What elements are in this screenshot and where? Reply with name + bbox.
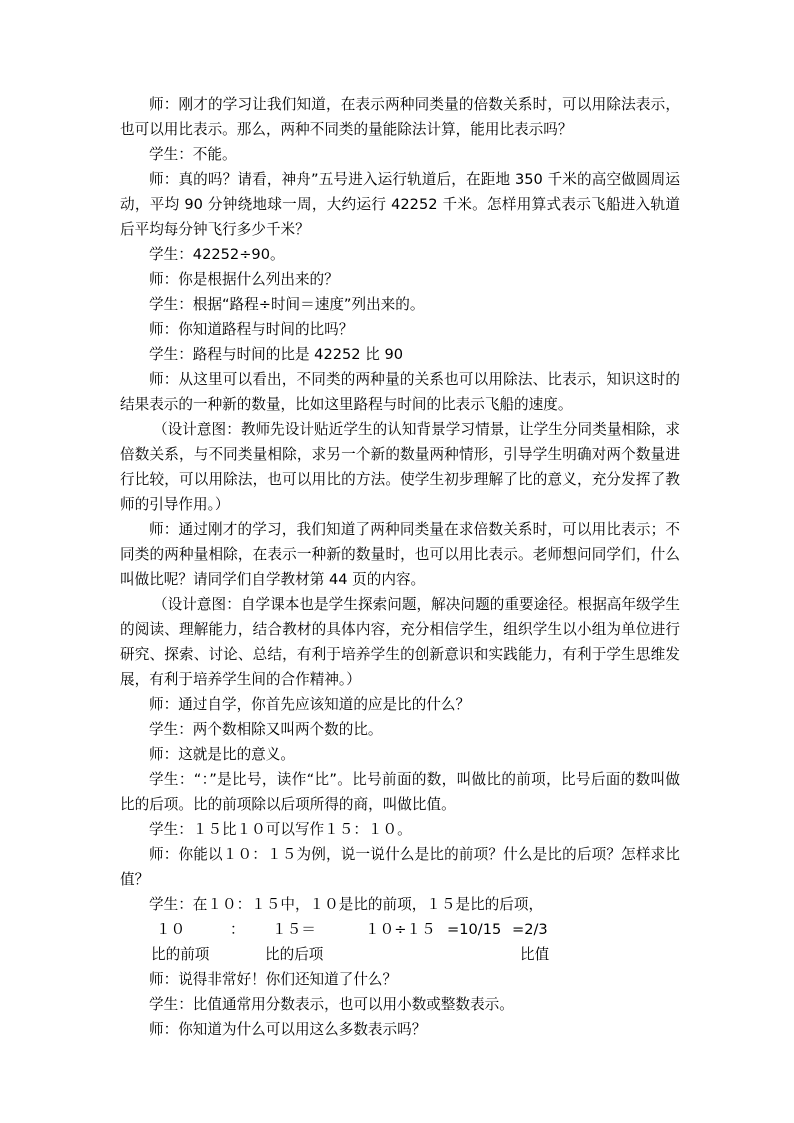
paragraph-teacher: 师：通过自学，你首先应该知道的应是比的什么？ [149,696,471,713]
paragraph-design-note: （设计意图：教师先设计贴近学生的认知背景学习情景，让学生分同类量相除，求倍数关系，与不同类量相除，求另一个新的数量两种情形，引导学生明确对两个数量进行比较，可以用除法，也可以用比的方法。使学生初步理解了比的意义，充分发挥了教师的引导作用。） [120,421,680,513]
ratio-example-labels [120,942,680,967]
ratio-simplified: =2/3 [512,921,548,938]
ratio-example-expression [120,917,680,942]
label-ratio-value: 比值 [520,946,550,963]
paragraph-student: 学生：路程与时间的比是 42252 比 90 [149,346,404,363]
paragraph-teacher: 师：从这里可以看出，不同类的两种量的关系也可以用除法、比表示，知识这时的结果表示的一种新的数量，比如这里路程与时间的比表示飞船的速度。 [120,371,680,413]
ratio-front-term: １０ [156,921,186,938]
paragraph-teacher: 师：真的吗？请看，神舟”五号进入运行轨道后，在距地 350 千米的高空做圆周运动，平均 90 分钟绕地球一周，大约运行 42252 千米。怎样用算式表示飞船进入轨道后平均每分钟飞行多少千米？ [120,171,680,238]
paragraph-teacher: 师：刚才的学习让我们知道，在表示两种同类量的倍数关系时，可以用除法表示，也可以用比表示。那么，两种不同类的量能除法计算，能用比表示吗？ [120,96,680,138]
paragraph-teacher: 师：说得非常好！你们还知道了什么？ [149,971,398,988]
paragraph-student: 学生：在１０：１５中，１０是比的前项，１５是比的后项， [149,896,544,913]
ratio-colon: ： [230,921,245,938]
label-back-term: 比的后项 [265,946,324,963]
paragraph-teacher: 师：你是根据什么列出来的？ [149,271,339,288]
paragraph-teacher: 师：你知道为什么可以用这么多数表示吗？ [149,1021,427,1038]
paragraph-student: 学生：根据“路程÷时间＝速度”列出来的。 [149,296,425,313]
paragraph-teacher: 师：你知道路程与时间的比吗？ [149,321,354,338]
paragraph-student: 学生：“：”是比号，读作“比”。比号前面的数，叫做比的前项，比号后面的数叫做比的后项。比的前项除以后项所得的商，叫做比值。 [120,771,680,813]
ratio-division: １０÷１５ [365,921,436,938]
paragraph-student: 学生：不能。 [149,146,237,163]
paragraph-student: 学生：两个数相除又叫两个数的比。 [149,721,383,738]
ratio-back-term: １５＝ [272,921,316,938]
paragraph-teacher: 师：你能以１０：１５为例，说一说什么是比的前项？什么是比的后项？怎样求比值？ [120,846,680,888]
document-body [120,92,680,1042]
ratio-fraction: =10/15 [447,921,502,938]
label-front-term: 比的前项 [151,946,210,963]
paragraph-design-note: （设计意图：自学课本也是学生探索问题，解决问题的重要途径。根据高年级学生的阅读、理解能力，结合教材的具体内容，充分相信学生，组织学生以小组为单位进行研究、探索、讨论、总结，有利于培养学生的创新意识和实践能力，有利于学生思维发展，有利于培养学生间的合作精神。） [120,596,680,688]
paragraph-teacher: 师：这就是比的意义。 [149,746,295,763]
paragraph-student: 学生：比值通常用分数表示，也可以用小数或整数表示。 [149,996,514,1013]
paragraph-teacher: 师：通过刚才的学习，我们知道了两种同类量在求倍数关系时，可以用比表示；不同类的两种量相除，在表示一种新的数量时，也可以用比表示。老师想问同学们，什么叫做比呢？请同学们自学教材第 44 页的内容。 [120,521,680,588]
paragraph-student: 学生：42252÷90。 [149,246,285,263]
paragraph-student: 学生：１５比１０可以写作１５：１０。 [149,821,412,838]
